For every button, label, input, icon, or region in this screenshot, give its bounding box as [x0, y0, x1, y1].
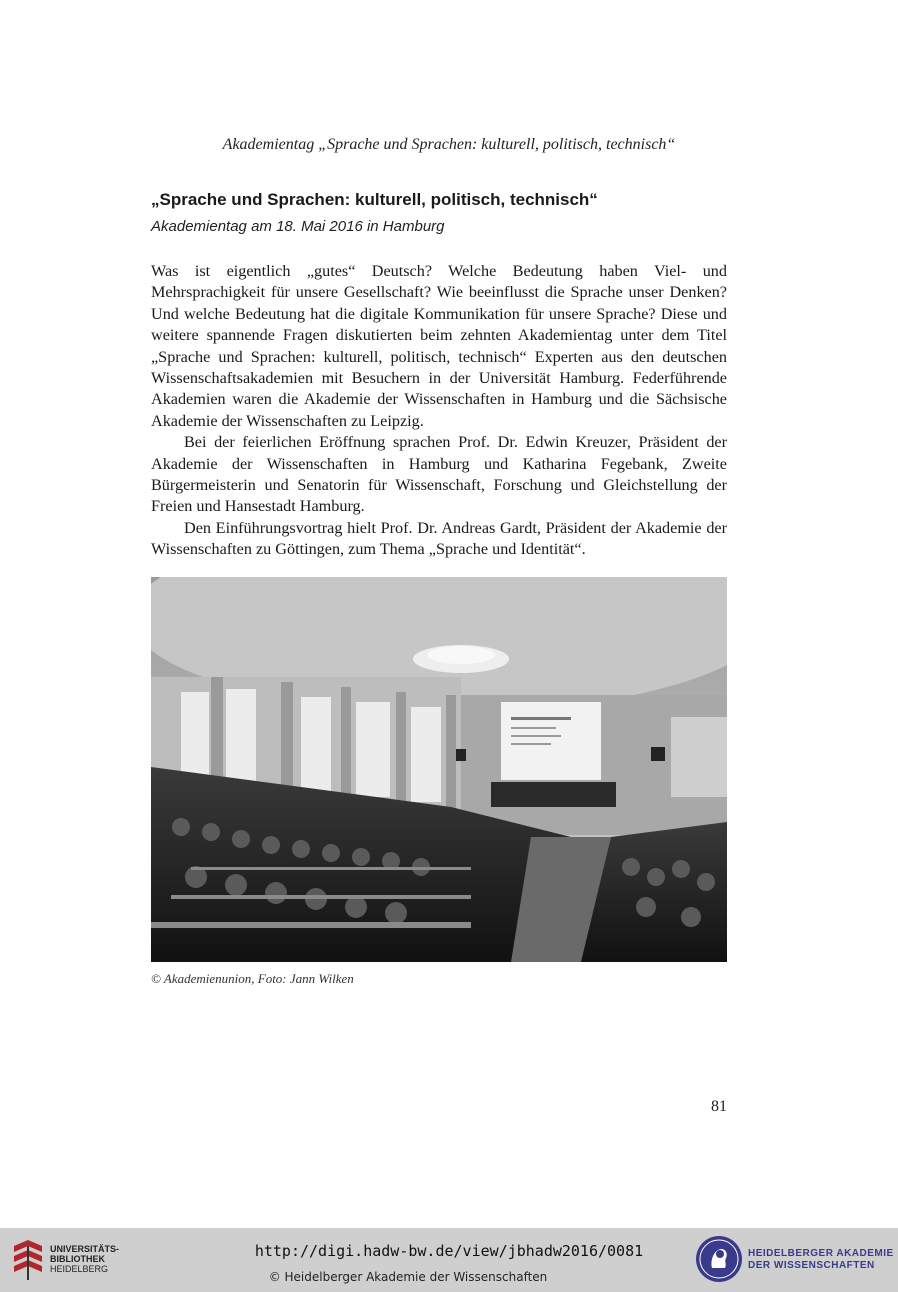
hadw-logo[interactable]	[694, 1234, 894, 1286]
hadw-seal-icon	[694, 1234, 744, 1284]
footer-url[interactable]: http://digi.hadw-bw.de/view/jbhadw2016/0081	[254, 1242, 644, 1260]
hadw-line-1: HEIDELBERGER AKADEMIE	[748, 1248, 894, 1259]
article-subtitle: Akademientag am 18. Mai 2016 in Hamburg	[151, 218, 445, 235]
footer-copyright: © Heidelberger Akademie der Wissenschaften	[268, 1270, 548, 1284]
photo-caption: © Akademienunion, Foto: Jann Wilken	[151, 971, 354, 986]
footer-bar	[0, 1228, 898, 1292]
lecture-hall-photo	[151, 577, 727, 962]
page-number: 81	[711, 1098, 727, 1115]
article-title: „Sprache und Sprachen: kulturell, politisch, technisch“	[151, 190, 598, 209]
hadw-logo-text	[748, 1248, 894, 1272]
ub-line-1: UNIVERSITÄTS-	[50, 1244, 120, 1254]
paragraph-2: Bei der feierlichen Eröffnung sprachen Prof. Dr. Edwin Kreuzer, Präsident der Akademie der Wissenschaften in Hamburg und Katharina Fegebank, Zweite Bürgermeisterin und Senatorin für Wissenschaft, Forschung und Gleichstellung der Freien und Hansestadt Hamburg.	[151, 433, 727, 516]
hadw-line-2: DER WISSENSCHAFTEN	[748, 1260, 875, 1271]
ub-line-3: HEIDELBERG	[50, 1264, 109, 1274]
ub-line-2: BIBLIOTHEK	[50, 1254, 105, 1264]
article-body	[151, 261, 727, 561]
running-head: Akademientag „Sprache und Sprachen: kulturell, politisch, technisch“	[222, 136, 676, 153]
paragraph-1: Was ist eigentlich „gutes“ Deutsch? Welche Bedeutung haben Viel- und Mehrsprachigkeit für unsere Gesellschaft? Wie beeinflusst die Sprache unser Denken? Und welche Bedeutung hat die digitale Kommunikation für unsere Sprache? Diese und weitere spannende Fragen diskutierten beim zehnten Akademientag unter dem Titel „Sprache und Sprachen: kulturell, politisch, technisch“ Experten aus den deutschen Wissenschaftsakademien mit Besuchern in der Universität Hamburg. Federführende Akademien waren die Akademie der Wissenschaften in Hamburg und die Sächsische Akademie der Wissenschaften zu Leipzig.	[151, 262, 727, 430]
paragraph-3: Den Einführungsvortrag hielt Prof. Dr. Andreas Gardt, Präsident der Akademie der Wissenschaften zu Göttingen, zum Thema „Sprache und Identität“.	[151, 518, 727, 559]
